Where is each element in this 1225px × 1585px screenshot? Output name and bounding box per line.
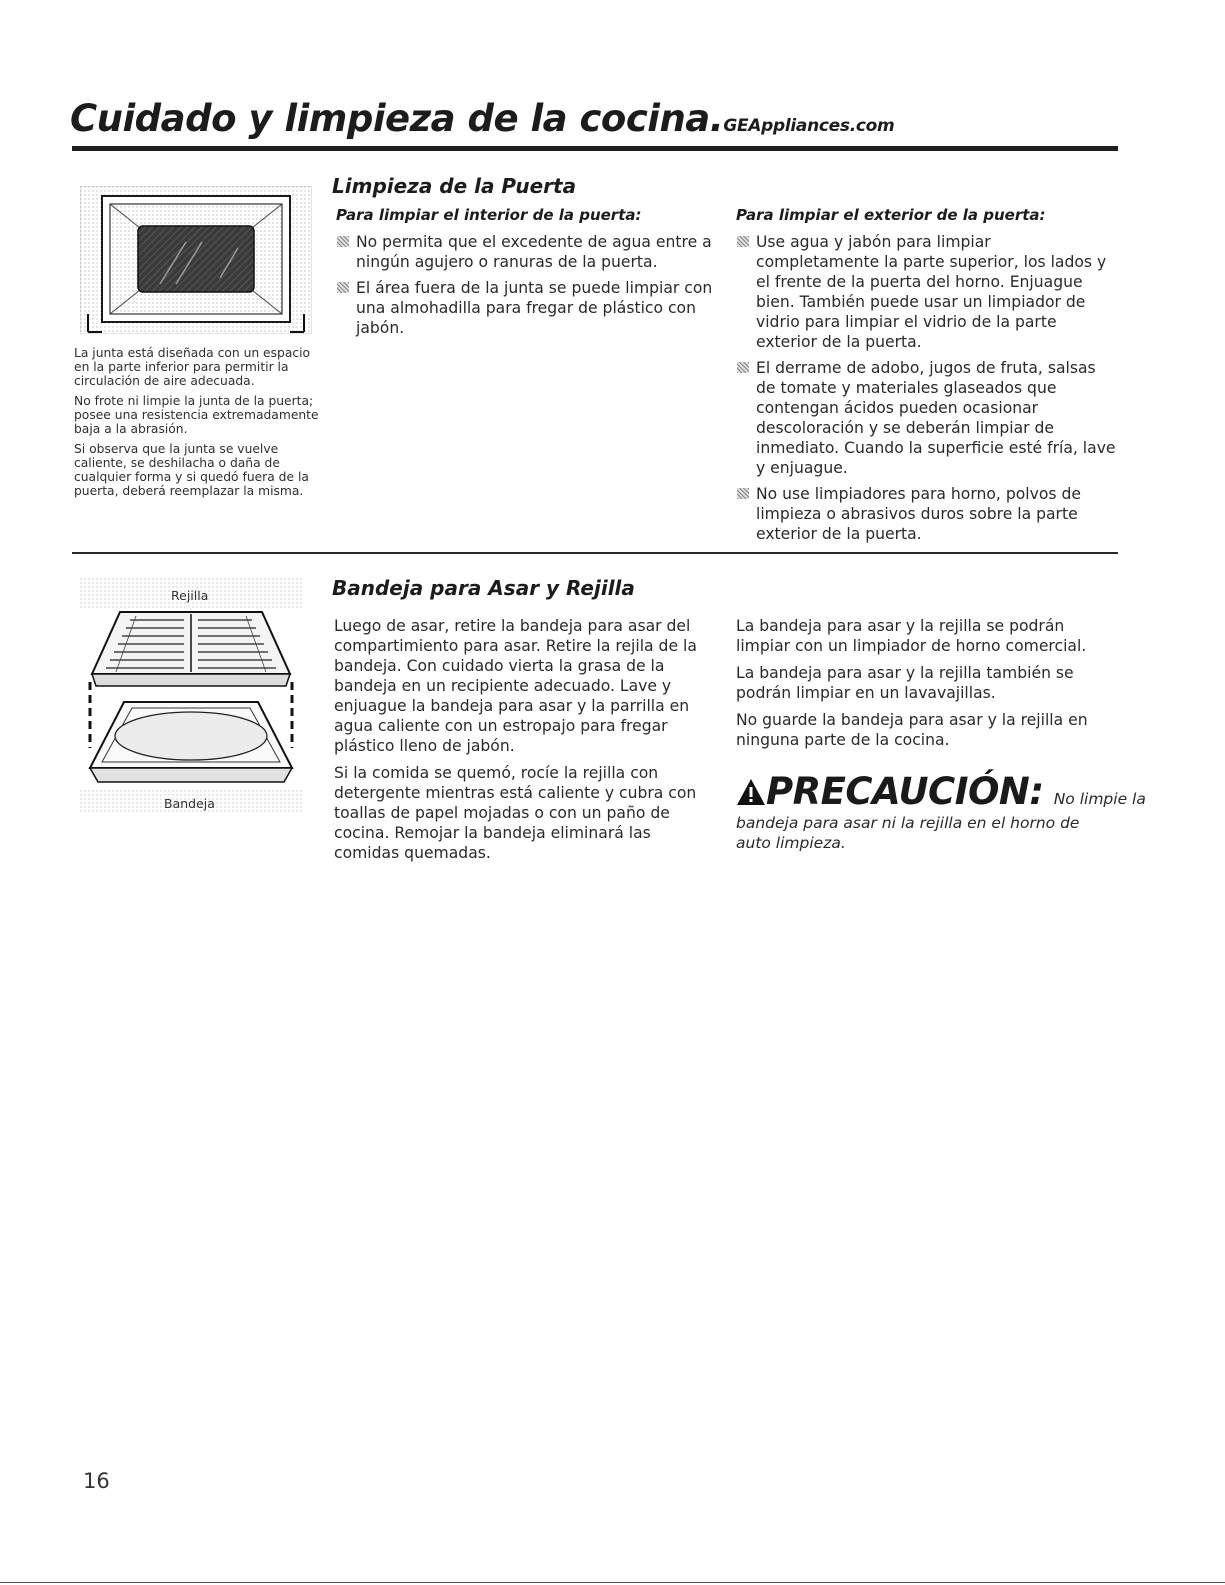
door-exterior-column: [736, 206, 1116, 550]
paragraph: No guarde la bandeja para asar y la rejilla en ninguna parte de la cocina.: [736, 711, 1088, 749]
bullet-text: El derrame de adobo, jugos de fruta, salsas de tomate y materiales glaseados que contengan ácidos pueden ocasionar descoloración y se deberán limpiar de inmediato. Cuando la superficie esté fría, lave y enjuague.: [756, 359, 1116, 477]
bullet-text: Use agua y jabón para limpiar completamente la parte superior, los lados y el frente de la puerta del horno. Enjuague bien. También puede usar un limpiador de vidrio para limpiar el vidrio de la parte exterior de la puerta.: [756, 233, 1107, 351]
list-item: [736, 484, 1116, 544]
warning-triangle-icon: [736, 778, 766, 806]
caption-paragraph: Si observa que la junta se vuelve caliente, se deshilacha o daña de cualquier forma y si quedó fuera de la puerta, deberá reemplazar la misma.: [74, 442, 309, 498]
door-gasket-caption: [74, 346, 324, 504]
bullet-square-icon: [737, 236, 749, 247]
list-item: [736, 358, 1116, 478]
exterior-subheading: Para limpiar el exterior de la puerta:: [736, 206, 1046, 224]
broiler-pan-drawing: [80, 578, 302, 814]
page-title-text: Cuidado y limpieza de la cocina.: [70, 97, 724, 140]
list-item: [336, 278, 714, 338]
caution-notice: [736, 770, 1146, 853]
exterior-bullet-list: [736, 232, 1116, 544]
paragraph: La bandeja para asar y la rejilla se podrán limpiar con un limpiador de horno comercial.: [736, 617, 1087, 655]
broiler-right-column: [736, 616, 1112, 757]
pan-label: Bandeja: [164, 796, 215, 811]
page-number: 16: [83, 1469, 110, 1493]
paragraph: La bandeja para asar y la rejilla también se podrán limpiar en un lavavajillas.: [736, 664, 1074, 702]
bottom-rule: [0, 1582, 1225, 1583]
caption-paragraph: La junta está diseñada con un espacio en la parte inferior para permitir la circulación de aire adecuada.: [74, 346, 311, 388]
list-item: [736, 232, 1116, 352]
interior-bullet-list: [336, 232, 714, 338]
caption-paragraph: No frote ni limpie la junta de la puerta; posee una resistencia extremadamente baja a la abrasión.: [74, 394, 319, 436]
grid-label: Rejilla: [171, 588, 209, 603]
caution-heading: [736, 770, 1146, 813]
caution-text-inline: No limpie la: [1053, 790, 1146, 808]
door-interior-column: [336, 206, 714, 344]
caution-text: bandeja para asar ni la rejilla en el horno de auto limpieza.: [736, 814, 1080, 852]
broiler-section-heading: Bandeja para Asar y Rejilla: [332, 576, 635, 600]
caution-word: PRECAUCIÓN:: [766, 770, 1044, 813]
oven-door-illustration: [80, 186, 312, 334]
bullet-square-icon: [737, 488, 749, 499]
broiler-left-column: [334, 616, 706, 870]
bullet-square-icon: [337, 236, 349, 247]
list-item: [336, 232, 714, 272]
oven-door-drawing: [80, 186, 312, 334]
paragraph: Luego de asar, retire la bandeja para asar del compartimiento para asar. Retire la rejila de la bandeja. Con cuidado vierta la grasa de la bandeja en un recipiente adecuado. Lave y enjuague la bandeja para asar y la parrilla en agua caliente con un estropajo para fregar plástico lleno de jabón.: [334, 617, 697, 755]
bullet-text: No use limpiadores para horno, polvos de limpieza o abrasivos duros sobre la parte exterior de la puerta.: [756, 485, 1081, 543]
broiler-pan-illustration: [80, 578, 302, 814]
section-divider: [72, 552, 1118, 554]
interior-subheading: Para limpiar el interior de la puerta:: [336, 206, 642, 224]
site-url: GEAppliances.com: [723, 116, 895, 136]
title-rule: [72, 146, 1118, 151]
page-title: [70, 97, 894, 140]
bullet-square-icon: [737, 362, 749, 373]
bullet-text: El área fuera de la junta se puede limpiar con una almohadilla para fregar de plástico con jabón.: [356, 279, 713, 337]
paragraph: Si la comida se quemó, rocíe la rejilla con detergente mientras está caliente y cubra con toallas de papel mojadas o con un paño de cocina. Remojar la bandeja eliminará las comidas quemadas.: [334, 764, 697, 862]
bullet-square-icon: [337, 282, 349, 293]
bullet-text: No permita que el excedente de agua entre a ningún agujero o ranuras de la puerta.: [356, 233, 712, 271]
door-section-heading: Limpieza de la Puerta: [332, 174, 577, 198]
